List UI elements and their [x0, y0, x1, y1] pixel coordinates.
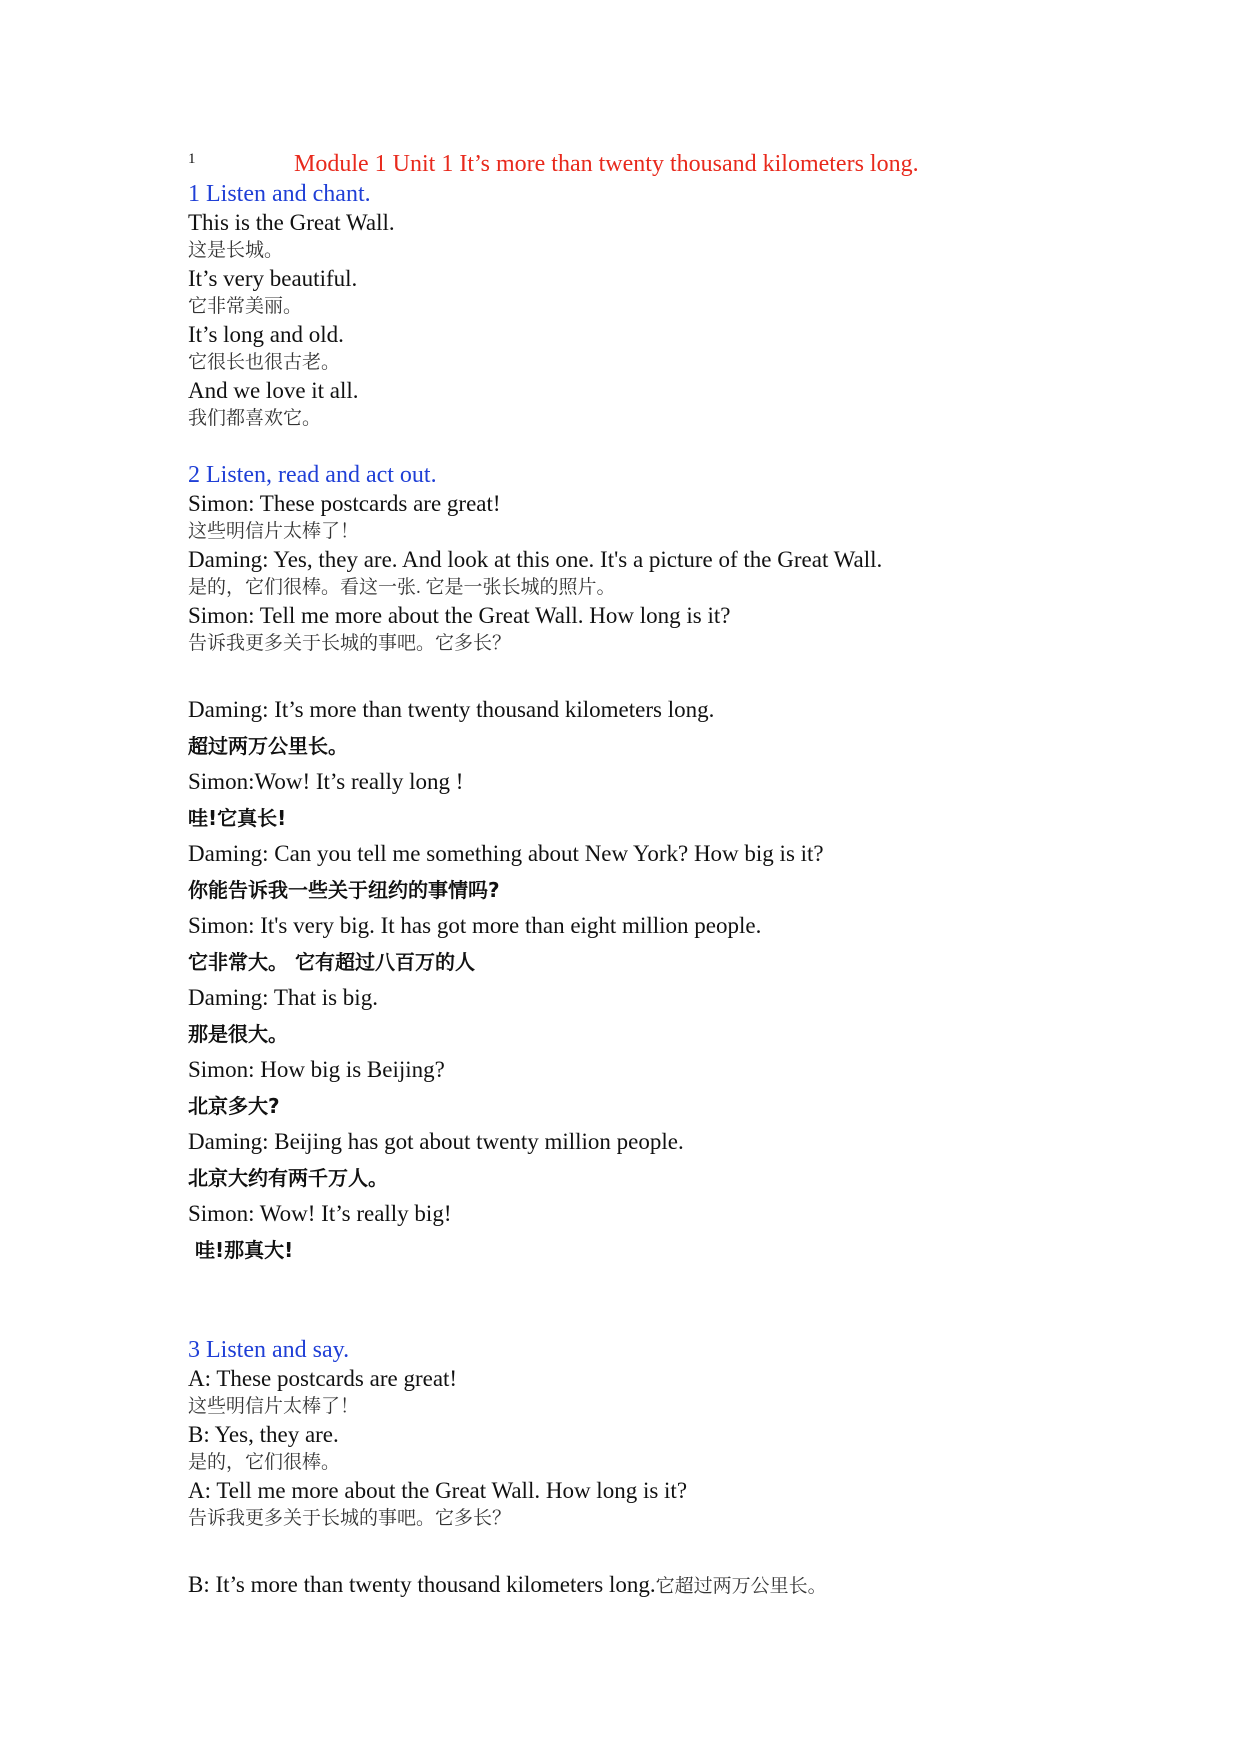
section-2: [188, 461, 1188, 658]
section-1-line: 它非常美丽。: [188, 296, 303, 317]
section-3-line: 是的，它们很棒。: [188, 1452, 341, 1473]
dialogue-translation: 哇!那真大!: [188, 1238, 294, 1262]
section-2-line: 告诉我更多关于长城的事吧。它多长？: [188, 633, 512, 654]
section-1-line: And we love it all.: [188, 378, 359, 403]
dialogue-line: Daming: Can you tell me something about New York? How big is it?: [188, 841, 824, 866]
dialogue-line: Daming: That is big.: [188, 985, 378, 1010]
dialogue-line: Simon: Wow! It’s really big!: [188, 1201, 452, 1226]
section-3-last-line: [188, 1571, 1188, 1599]
section-1-line: 我们都喜欢它。: [188, 408, 322, 429]
section-2-dialogue: [188, 696, 1188, 1264]
section-3-last-line-en: B: It’s more than twenty thousand kilometers long.: [188, 1572, 656, 1597]
document-header: [188, 150, 1188, 180]
dialogue-translation: 那是很大。: [188, 1022, 288, 1046]
section-2-line: 这些明信片太棒了！: [188, 521, 360, 542]
document-page: [188, 150, 1188, 1599]
section-1: [188, 180, 1188, 433]
section-1-heading: 1 Listen and chant.: [188, 181, 371, 207]
section-3-line: B: Yes, they are.: [188, 1422, 339, 1447]
page-number: 1: [188, 151, 196, 167]
section-3-line: A: Tell me more about the Great Wall. How long is it?: [188, 1478, 688, 1503]
dialogue-line: Simon:Wow! It’s really long !: [188, 769, 464, 794]
dialogue-translation: 它非常大。 它有超过八百万的人: [188, 950, 475, 974]
dialogue-translation: 北京大约有两千万人。: [188, 1166, 388, 1190]
section-2-line: Simon: Tell me more about the Great Wall. How long is it?: [188, 603, 731, 628]
section-3-heading: 3 Listen and say.: [188, 1337, 350, 1363]
section-1-line: This is the Great Wall.: [188, 210, 395, 235]
dialogue-line: Simon: How big is Beijing?: [188, 1057, 445, 1082]
section-3-line: 告诉我更多关于长城的事吧。它多长？: [188, 1508, 512, 1529]
dialogue-translation: 你能告诉我一些关于纽约的事情吗?: [188, 878, 500, 902]
dialogue-translation: 超过两万公里长。: [188, 734, 348, 758]
dialogue-line: Daming: Beijing has got about twenty million people.: [188, 1129, 684, 1154]
section-3-last-line-zh: 它超过两万公里长。: [655, 1576, 827, 1597]
section-1-line: 它很长也很古老。: [188, 352, 341, 373]
dialogue-line: Daming: It’s more than twenty thousand kilometers long.: [188, 697, 715, 722]
section-2-heading: 2 Listen, read and act out.: [188, 462, 437, 488]
dialogue-line: Simon: It's very big. It has got more than eight million people.: [188, 913, 762, 938]
section-2-line: Daming: Yes, they are. And look at this one. It's a picture of the Great Wall.: [188, 547, 883, 572]
section-2-line: Simon: These postcards are great!: [188, 491, 501, 516]
dialogue-translation: 北京多大?: [188, 1094, 280, 1118]
section-3-line: A: These postcards are great!: [188, 1366, 458, 1391]
section-2-line: 是的，它们很棒。看这一张. 它是一张长城的照片。: [188, 577, 616, 598]
section-1-line: It’s very beautiful.: [188, 266, 358, 291]
document-title: Module 1 Unit 1 It’s more than twenty thousand kilometers long.: [294, 151, 919, 177]
section-3-line: 这些明信片太棒了！: [188, 1396, 360, 1417]
section-3: [188, 1336, 1188, 1599]
section-1-line: It’s long and old.: [188, 322, 344, 347]
section-1-line: 这是长城。: [188, 240, 284, 261]
dialogue-translation: 哇!它真长!: [188, 806, 287, 830]
